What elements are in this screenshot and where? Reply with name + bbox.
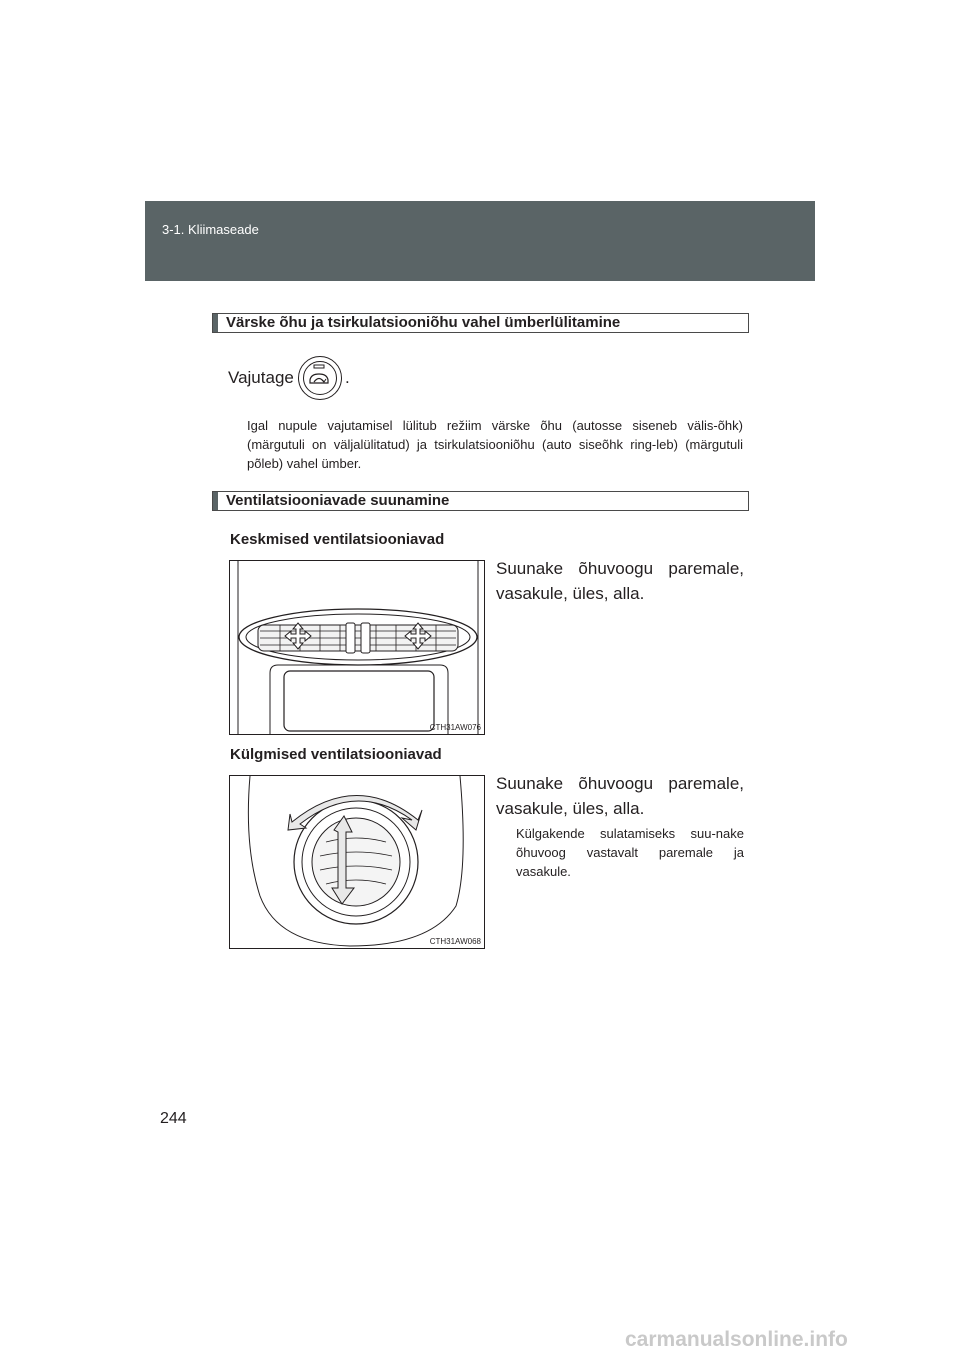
side-vents-text: Suunake õhuvoogu paremale, vasakule, üles, alla.	[496, 774, 744, 818]
center-vents-illustration	[230, 561, 485, 735]
chapter-label: 3-1. Kliimaseade	[162, 222, 259, 237]
air-recirculation-button-icon	[298, 356, 342, 400]
center-vents-figure	[229, 560, 485, 735]
heading-accent-bar	[213, 492, 218, 510]
instruction-period: .	[345, 368, 350, 387]
figure-code: CTH31AW076	[429, 723, 481, 732]
side-vents-note: Külgakende sulatamiseks suu-nake õhuvoog vastavalt paremale ja vasakule.	[516, 826, 744, 879]
air-mode-note: Igal nupule vajutamisel lülitub režiim värske õhu (autosse siseneb välis-õhk) (märgutuli on väljalülitatud) ja tsirkulatsiooniõhu (auto siseõhk ring-leb) (märgutuli põleb) vahel ümber.	[247, 418, 743, 471]
page-number: 244	[160, 1110, 187, 1127]
center-vents-text: Suunake õhuvoogu paremale, vasakule, üles, alla.	[496, 559, 744, 603]
watermark: carmanualsonline.info	[625, 1328, 848, 1351]
side-vents-illustration	[230, 776, 485, 949]
figure-code: CTH31AW068	[429, 937, 481, 946]
section-heading-vents	[212, 491, 749, 511]
section-heading-air-mode	[212, 313, 749, 333]
side-vents-figure	[229, 775, 485, 949]
center-vents-title: Keskmised ventilatsiooniavad	[230, 531, 445, 548]
instruction-text: Vajutage	[228, 368, 294, 387]
chapter-header-bar	[145, 201, 815, 281]
section-heading-text: Ventilatsiooniavade suunamine	[226, 492, 450, 509]
heading-accent-bar	[213, 314, 218, 332]
section-heading-text: Värske õhu ja tsirkulatsiooniõhu vahel ümberlülitamine	[226, 314, 621, 331]
side-vents-title: Külgmised ventilatsiooniavad	[230, 746, 442, 763]
